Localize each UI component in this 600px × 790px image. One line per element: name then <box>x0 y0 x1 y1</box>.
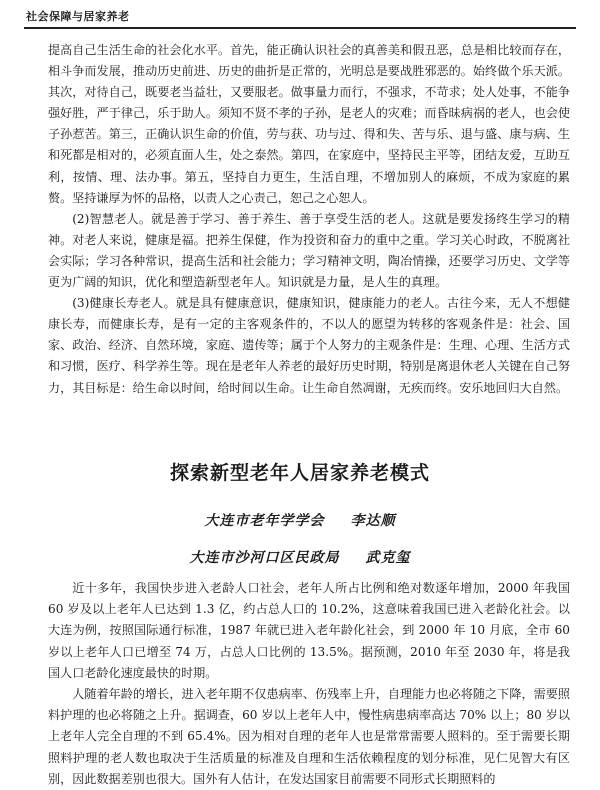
author-org: 大连市老年学学会 <box>204 513 325 529</box>
paragraph-continued: 提高自己生活生命的社会化水平。首先，能正确认识社会的真善美和假丑恶，总是相比较而存在，相斗争而发展，推动历史前进、历史的曲折是正常的，光明总是要战胜邪恶的。始终做个乐天派。其次，对待自己，既要老当益壮，又要服老。做事量力而行，不强求，不苛求；处人处事，不能争强好胜，严于律己，乐于助人。须知不贤不孝的子孙，是老人的灾难；而昏昧病祸的老人，也会使子孙惹苦。第三，正确认识生命的价值，劳与获、功与过、得和失、苦与乐、退与盛、康与病、生和死都是相对的，必须直面人生，处之泰然。第四，在家庭中，坚持民主平等，团结友爱，互助互利，按情、理、法办事。第五，坚持自力更生，生活自理，不增加别人的麻烦，不成为家庭的累赘。坚持谦厚为怀的品格，以责人之心责己，恕己之心恕人。 <box>48 43 570 205</box>
paragraph-healthy-longevity: (3)健康长寿老人。就是具有健康意识，健康知识，健康能力的老人。古往今来，无人不想健康长寿，而健康长寿，是有一定的主客观条件的，不以人的愿望为转移的客观条件是：社会、国家、政治、经济、自然环境，家庭、遗传等；属于个人努力的主观条件是：生理、心理、生活方式和习惯，医疗、科学养生等。现在是老年人养老的最好历史时期，特别是离退休老人关键在自己努力，其目标是：给生命以时间，给时间以生命。让生命自然凋谢，无疾而终。安乐地回归大自然。 <box>48 296 570 395</box>
running-head-title: 社会保障与居家养老 <box>26 10 130 23</box>
header-rule <box>24 27 576 29</box>
article-title: 探索新型老年人居家养老模式 <box>169 462 430 484</box>
body-paragraph: 人随着年龄的增长，进入老年期不仅患病率、伤残率上升，自理能力也必将随之下降，需要照料护理的也必将随之上升。据调查，60 岁以上老年人中，慢性病患病率高达 70% 以上；80 岁以上老年人完全自理的不到 65.4%。因为相对自理的老年人也是常常需要人照料的。至于需要长期照料护理的老人数也取决于生活质量的标准及自理和生活依赖程度的划分标准，见仁见智大有区别，因此数据差别也很大。国外有人估计，在发达国家目前需要不同形式长期照料的 <box>48 687 570 786</box>
author-org: 大连市沙河口区民政局 <box>189 550 340 566</box>
body-paragraph: 近十多年，我国快步进入老龄人口社会，老年人所占比例和绝对数逐年增加，2000 年我国 60 岁及以上老年人已达到 1.3 亿，约占总人口的 10.2%，这意味着我国已进入老龄化社会。以大连为例，按照国际通行标准，1987 年就已进入老年龄化社会，到 2000 年 10 月底，全市 60 岁以上老年人口已增至 74 万，占总人口比例的 13.5%。据预测，2010 年至 2030 年，将是我国人口老龄化速度最快的时期。 <box>48 581 570 680</box>
author-name: 武克玺 <box>365 550 411 566</box>
author-line-2 <box>0 547 600 567</box>
author-name: 李达顺 <box>350 513 396 529</box>
preceding-article-section <box>48 40 570 399</box>
article-body <box>48 578 570 790</box>
author-line-1 <box>0 510 600 530</box>
paragraph-wise-elderly: (2)智慧老人。就是善于学习、善于养生、善于享受生活的老人。这就是要发扬终生学习的精神。对老人来说，健康是福。把养生保健，作为投资和奋力的重中之重。学习关心时政，不脱离社会实际；学习各种常识，提高生活和社会能力；学习精神文明，陶冶情操，还要学习历史、文学等更为广阔的知识，优化和塑造新型老年人。知识就是力量，是人生的真理。 <box>48 211 570 290</box>
